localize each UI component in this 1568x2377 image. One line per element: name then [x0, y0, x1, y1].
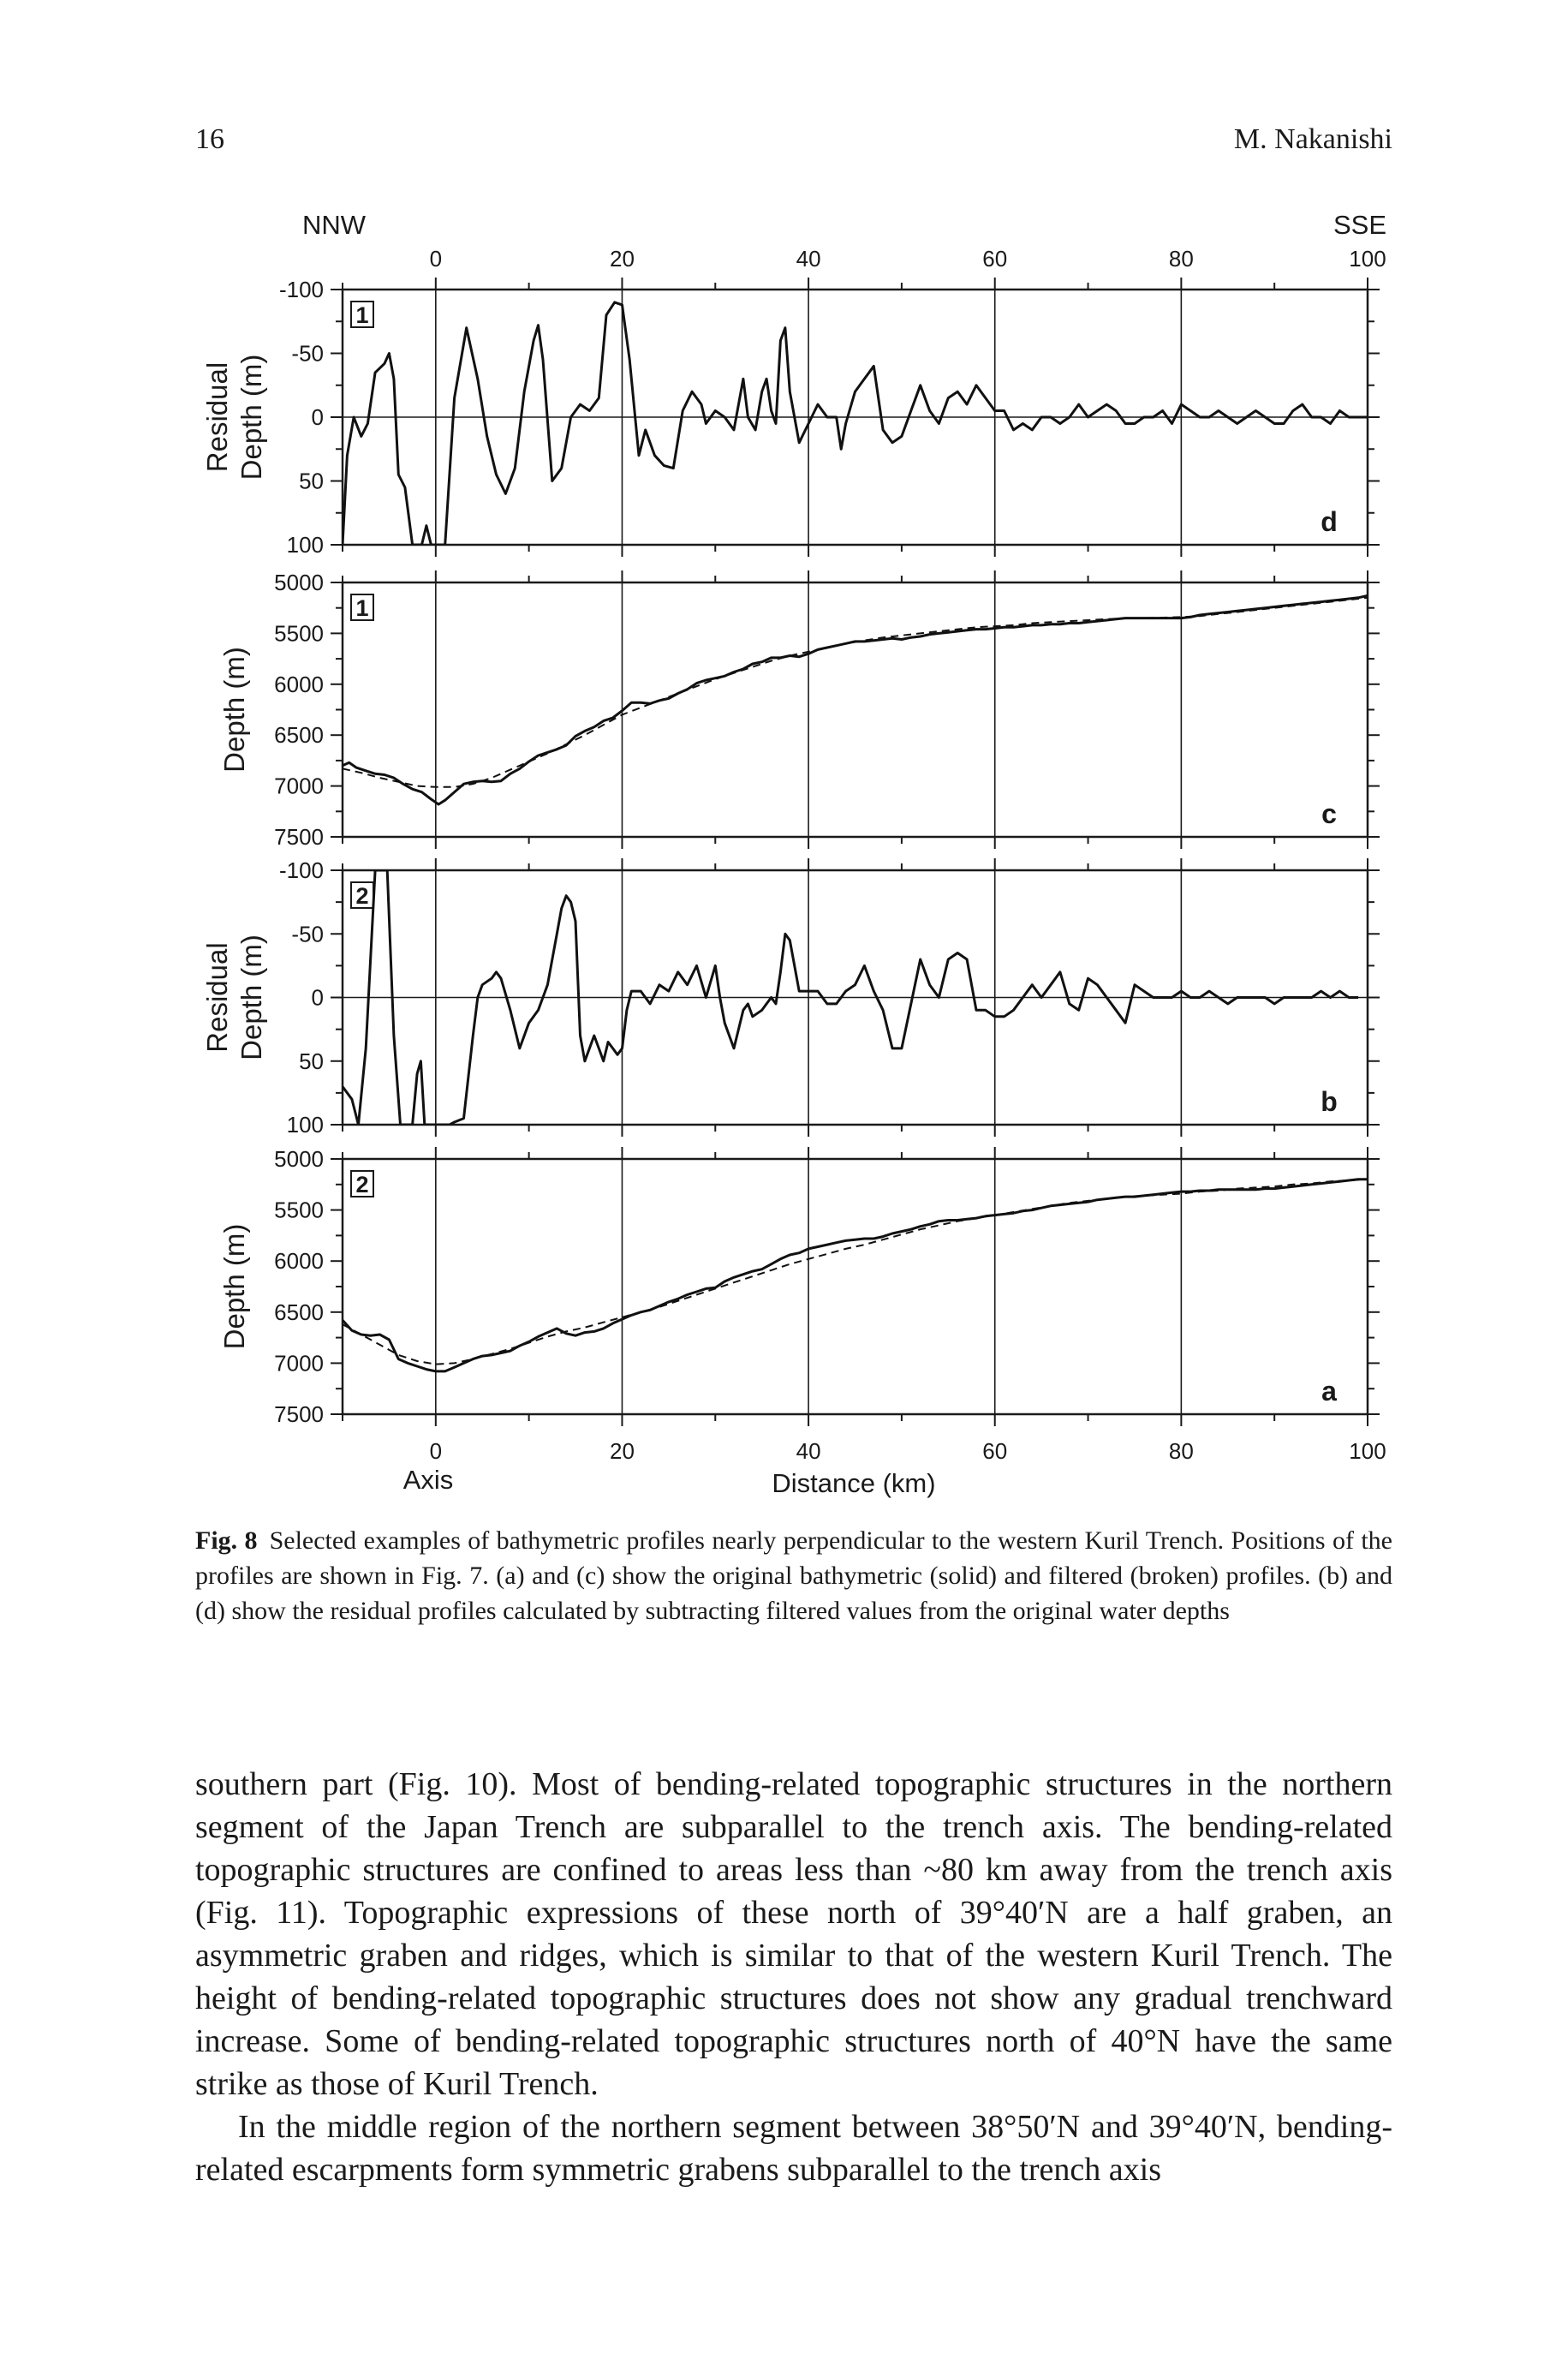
y-axis-label: Depth (m) [235, 354, 267, 481]
y-axis-label: Residual [201, 942, 233, 1053]
profile-number: 2 [355, 1172, 369, 1197]
y-tick-label: 7000 [274, 1350, 324, 1377]
body-text [195, 1763, 1392, 2191]
x-tick-label-bottom: 0 [429, 1438, 443, 1464]
direction-label-nnw: NNW [301, 210, 367, 240]
x-tick-label-top: 60 [982, 246, 1008, 272]
page-number: 16 [195, 123, 224, 155]
x-tick-label-bottom: 80 [1168, 1438, 1194, 1464]
panel-frame [343, 1159, 1368, 1414]
filtered-profile-line [343, 1180, 1368, 1365]
y-tick-label: 6000 [274, 1248, 324, 1275]
y-tick-label: 50 [299, 1048, 324, 1074]
y-axis-label: Depth (m) [235, 935, 267, 1060]
y-tick-label: 5000 [274, 1146, 324, 1172]
panel-letter: a [1321, 1376, 1337, 1406]
profile-line [343, 1180, 1368, 1371]
panel-letter: d [1321, 506, 1338, 537]
y-axis-label: Depth (m) [218, 1223, 250, 1350]
y-tick-label: 100 [286, 532, 324, 558]
y-tick-label: 50 [299, 468, 324, 494]
direction-label-sse: SSE [1333, 210, 1387, 240]
y-tick-label: 7500 [274, 824, 324, 850]
y-tick-label: 7000 [274, 773, 324, 799]
x-tick-label-bottom: 20 [609, 1438, 635, 1464]
x-tick-label-bottom: 100 [1349, 1438, 1386, 1464]
panel-letter: c [1321, 798, 1337, 829]
body-paragraph: southern part (Fig. 10). Most of bending-related topographic structures in the northern segment of the Japan Trench are subparallel to the trench axis. The bending-related topographic structures are confined to areas less than ~80 km away from the trench axis (Fig. 11). Topographic expressions of these north of 39°40′N are a half graben, an asymmetric graben and ridges, which is similar to that of the western Kuril Trench. The height of bending-related topographic structures does not show any gradual trenchward increase. Some of bending-related topographic structures north of 40°N have the same strike as those of Kuril Trench. [195, 1766, 1392, 2102]
y-tick-label: 0 [311, 404, 324, 430]
y-axis-label: Residual [201, 361, 233, 473]
y-tick-label: -50 [291, 921, 324, 947]
x-tick-label-top: 100 [1349, 246, 1386, 272]
profile-number: 1 [355, 595, 369, 621]
y-tick-label: 100 [286, 1112, 324, 1138]
profile-line [343, 595, 1368, 804]
y-tick-label: 5000 [274, 570, 324, 595]
running-head-author: M. Nakanishi [1233, 123, 1392, 155]
y-tick-label: 6000 [274, 671, 324, 697]
x-tick-label-bottom: 60 [982, 1438, 1008, 1464]
panel-frame [343, 582, 1368, 837]
y-tick-label: -100 [278, 857, 324, 883]
profile-line [343, 302, 1368, 545]
x-tick-label-bottom: 40 [796, 1438, 821, 1464]
figure-caption [195, 1523, 1392, 1628]
y-tick-label: 6500 [274, 1299, 324, 1325]
y-axis-label: Depth (m) [218, 647, 250, 773]
profile-number: 2 [355, 883, 369, 909]
y-tick-label: 7500 [274, 1401, 324, 1427]
filtered-profile-line [343, 598, 1368, 787]
y-tick-label: 0 [311, 984, 324, 1011]
profile-number: 1 [355, 302, 369, 328]
figure-caption-text: Selected examples of bathymetric profiles nearly perpendicular to the western Kuril Trench. Positions of the profiles are shown in Fig. 7. (a) and (c) show the original bathymetric (solid) and filtered (broken) profiles. (b) and (d) show the residual profiles calculated by subtracting filtered values from the original water depths [195, 1526, 1392, 1625]
x-tick-label-top: 40 [796, 246, 821, 272]
y-tick-label: 6500 [274, 722, 324, 749]
y-tick-label: -50 [291, 340, 324, 367]
body-paragraph: In the middle region of the northern segment between 38°50′N and 39°40′N, bending-related escarpments form symmetric grabens subparallel to the trench axis [195, 2109, 1392, 2188]
figure-caption-label: Fig. 8 [195, 1526, 258, 1555]
x-tick-label-top: 20 [609, 246, 635, 272]
panel-letter: b [1321, 1086, 1338, 1117]
x-tick-label-top: 0 [429, 246, 443, 272]
y-tick-label: 5500 [274, 620, 324, 647]
axis-marker-label: Axis [402, 1465, 454, 1495]
x-axis-label: Distance (km) [772, 1468, 936, 1498]
x-tick-label-top: 80 [1168, 246, 1194, 272]
y-tick-label: -100 [278, 277, 324, 302]
y-tick-label: 5500 [274, 1197, 324, 1223]
